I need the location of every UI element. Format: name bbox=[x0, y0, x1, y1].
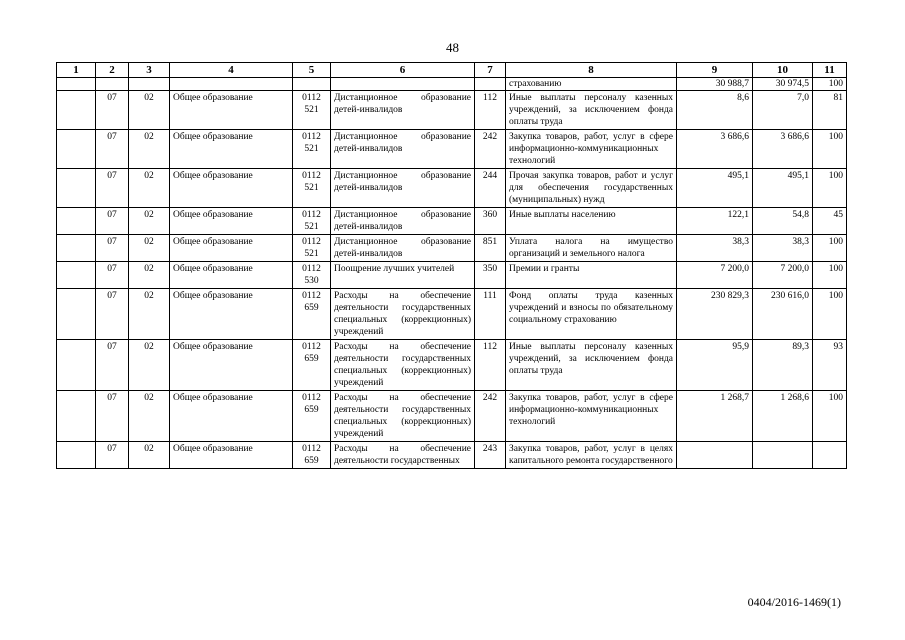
cell-5: 0112 659 bbox=[293, 289, 331, 340]
column-header-5: 5 bbox=[293, 63, 331, 78]
cell-11: 100 bbox=[813, 78, 847, 91]
cell-8: Иные выплаты населению bbox=[506, 208, 677, 235]
table-row bbox=[57, 289, 847, 340]
cell-1 bbox=[57, 391, 96, 442]
cell-7: 350 bbox=[475, 262, 506, 289]
cell-5: 0112 530 bbox=[293, 262, 331, 289]
cell-6: Дистанционное образование детей-инвалидов bbox=[331, 208, 475, 235]
cell-3: 02 bbox=[129, 442, 170, 469]
cell-3: 02 bbox=[129, 340, 170, 391]
cell-4: Общее образование bbox=[170, 289, 293, 340]
cell-6: Поощрение лучших учителей bbox=[331, 262, 475, 289]
cell-10: 38,3 bbox=[753, 235, 813, 262]
cell-3: 02 bbox=[129, 91, 170, 130]
cell-5: 0112 659 bbox=[293, 391, 331, 442]
cell-4: Общее образование bbox=[170, 262, 293, 289]
cell-4: Общее образование bbox=[170, 91, 293, 130]
page-number: 48 bbox=[446, 40, 459, 55]
cell-4: Общее образование bbox=[170, 130, 293, 169]
cell-9: 122,1 bbox=[677, 208, 753, 235]
cell-2: 07 bbox=[96, 169, 129, 208]
table-row bbox=[57, 442, 847, 469]
cell-11: 100 bbox=[813, 262, 847, 289]
table-row bbox=[57, 391, 847, 442]
cell-7: 242 bbox=[475, 130, 506, 169]
cell-7: 244 bbox=[475, 169, 506, 208]
cell-8: Закупка товаров, работ, услуг в сфере информационно-коммуникационных технологий bbox=[506, 130, 677, 169]
cell-2: 07 bbox=[96, 130, 129, 169]
cell-2: 07 bbox=[96, 442, 129, 469]
cell-2: 07 bbox=[96, 91, 129, 130]
cell-2: 07 bbox=[96, 289, 129, 340]
cell-10: 230 616,0 bbox=[753, 289, 813, 340]
cell-2: 07 bbox=[96, 262, 129, 289]
cell-1 bbox=[57, 208, 96, 235]
cell-8: Иные выплаты персоналу казенных учреждений, за исключением фонда оплаты труда bbox=[506, 91, 677, 130]
cell-10: 495,1 bbox=[753, 169, 813, 208]
continuation-row bbox=[57, 78, 847, 91]
cell-9: 7 200,0 bbox=[677, 262, 753, 289]
budget-table bbox=[56, 62, 847, 469]
column-header-11: 11 bbox=[813, 63, 847, 78]
cell-1 bbox=[57, 91, 96, 130]
cell-8: страхованию bbox=[506, 78, 677, 91]
cell-10: 30 974,5 bbox=[753, 78, 813, 91]
cell-11: 100 bbox=[813, 130, 847, 169]
cell-8: Премии и гранты bbox=[506, 262, 677, 289]
cell-10: 7,0 bbox=[753, 91, 813, 130]
cell-11: 100 bbox=[813, 391, 847, 442]
cell-9: 230 829,3 bbox=[677, 289, 753, 340]
cell-5: 0112 521 bbox=[293, 91, 331, 130]
cell-11: 45 bbox=[813, 208, 847, 235]
cell-5: 0112 659 bbox=[293, 442, 331, 469]
column-header-3: 3 bbox=[129, 63, 170, 78]
cell-7: 242 bbox=[475, 391, 506, 442]
cell-6: Расходы на обеспечение деятельности государственных специальных (коррекционных) учреждений bbox=[331, 391, 475, 442]
cell-8: Фонд оплаты труда казенных учреждений и взносы по обязательному социальному страхованию bbox=[506, 289, 677, 340]
cell-3 bbox=[129, 78, 170, 91]
cell-9: 1 268,7 bbox=[677, 391, 753, 442]
cell-11: 100 bbox=[813, 289, 847, 340]
cell-4: Общее образование bbox=[170, 208, 293, 235]
cell-9: 3 686,6 bbox=[677, 130, 753, 169]
cell-4: Общее образование bbox=[170, 235, 293, 262]
cell-6: Расходы на обеспечение деятельности государственных специальных (коррекционных) учреждений bbox=[331, 340, 475, 391]
cell-2: 07 bbox=[96, 340, 129, 391]
cell-6: Расходы на обеспечение деятельности государственных bbox=[331, 442, 475, 469]
cell-9: 8,6 bbox=[677, 91, 753, 130]
cell-3: 02 bbox=[129, 262, 170, 289]
cell-5: 0112 521 bbox=[293, 235, 331, 262]
cell-7 bbox=[475, 78, 506, 91]
cell-7: 111 bbox=[475, 289, 506, 340]
cell-11 bbox=[813, 442, 847, 469]
cell-3: 02 bbox=[129, 130, 170, 169]
header-row bbox=[57, 63, 847, 78]
cell-8: Закупка товаров, работ, услуг в сфере информационно-коммуникационных технологий bbox=[506, 391, 677, 442]
cell-1 bbox=[57, 130, 96, 169]
cell-9 bbox=[677, 442, 753, 469]
cell-7: 243 bbox=[475, 442, 506, 469]
cell-5 bbox=[293, 78, 331, 91]
cell-1 bbox=[57, 169, 96, 208]
cell-7: 112 bbox=[475, 340, 506, 391]
cell-4 bbox=[170, 78, 293, 91]
cell-9: 495,1 bbox=[677, 169, 753, 208]
cell-1 bbox=[57, 340, 96, 391]
column-header-4: 4 bbox=[170, 63, 293, 78]
cell-3: 02 bbox=[129, 391, 170, 442]
cell-11: 100 bbox=[813, 235, 847, 262]
cell-1 bbox=[57, 262, 96, 289]
table-row bbox=[57, 91, 847, 130]
cell-3: 02 bbox=[129, 208, 170, 235]
cell-10 bbox=[753, 442, 813, 469]
cell-6: Дистанционное образование детей-инвалидов bbox=[331, 91, 475, 130]
cell-3: 02 bbox=[129, 289, 170, 340]
cell-1 bbox=[57, 235, 96, 262]
table-row bbox=[57, 340, 847, 391]
cell-10: 7 200,0 bbox=[753, 262, 813, 289]
table-row bbox=[57, 235, 847, 262]
document-code: 0404/2016-1469(1) bbox=[747, 595, 841, 609]
cell-11: 81 bbox=[813, 91, 847, 130]
table-row bbox=[57, 130, 847, 169]
cell-10: 89,3 bbox=[753, 340, 813, 391]
cell-6: Дистанционное образование детей-инвалидов bbox=[331, 169, 475, 208]
column-header-9: 9 bbox=[677, 63, 753, 78]
cell-8: Иные выплаты персоналу казенных учреждений, за исключением фонда оплаты труда bbox=[506, 340, 677, 391]
table-row bbox=[57, 208, 847, 235]
column-header-2: 2 bbox=[96, 63, 129, 78]
cell-6: Дистанционное образование детей-инвалидов bbox=[331, 130, 475, 169]
cell-6: Дистанционное образование детей-инвалидов bbox=[331, 235, 475, 262]
column-header-6: 6 bbox=[331, 63, 475, 78]
cell-2: 07 bbox=[96, 235, 129, 262]
cell-2: 07 bbox=[96, 391, 129, 442]
cell-5: 0112 521 bbox=[293, 130, 331, 169]
table-row bbox=[57, 262, 847, 289]
cell-10: 1 268,6 bbox=[753, 391, 813, 442]
cell-9: 95,9 bbox=[677, 340, 753, 391]
cell-9: 30 988,7 bbox=[677, 78, 753, 91]
cell-2: 07 bbox=[96, 208, 129, 235]
cell-10: 3 686,6 bbox=[753, 130, 813, 169]
cell-11: 93 bbox=[813, 340, 847, 391]
cell-1 bbox=[57, 442, 96, 469]
cell-5: 0112 521 bbox=[293, 208, 331, 235]
cell-5: 0112 659 bbox=[293, 340, 331, 391]
cell-7: 360 bbox=[475, 208, 506, 235]
cell-1 bbox=[57, 78, 96, 91]
cell-10: 54,8 bbox=[753, 208, 813, 235]
cell-9: 38,3 bbox=[677, 235, 753, 262]
cell-6: Расходы на обеспечение деятельности государственных специальных (коррекционных) учреждений bbox=[331, 289, 475, 340]
cell-3: 02 bbox=[129, 169, 170, 208]
cell-6 bbox=[331, 78, 475, 91]
cell-3: 02 bbox=[129, 235, 170, 262]
column-header-10: 10 bbox=[753, 63, 813, 78]
column-header-7: 7 bbox=[475, 63, 506, 78]
table-row bbox=[57, 169, 847, 208]
cell-8: Закупка товаров, работ, услуг в целях капитального ремонта государственного bbox=[506, 442, 677, 469]
cell-2 bbox=[96, 78, 129, 91]
column-header-1: 1 bbox=[57, 63, 96, 78]
cell-7: 112 bbox=[475, 91, 506, 130]
cell-11: 100 bbox=[813, 169, 847, 208]
cell-4: Общее образование bbox=[170, 169, 293, 208]
cell-5: 0112 521 bbox=[293, 169, 331, 208]
cell-4: Общее образование bbox=[170, 442, 293, 469]
column-header-8: 8 bbox=[506, 63, 677, 78]
cell-8: Прочая закупка товаров, работ и услуг для обеспечения государственных (муниципальных) нужд bbox=[506, 169, 677, 208]
cell-1 bbox=[57, 289, 96, 340]
cell-8: Уплата налога на имущество организаций и земельного налога bbox=[506, 235, 677, 262]
cell-7: 851 bbox=[475, 235, 506, 262]
cell-4: Общее образование bbox=[170, 340, 293, 391]
cell-4: Общее образование bbox=[170, 391, 293, 442]
